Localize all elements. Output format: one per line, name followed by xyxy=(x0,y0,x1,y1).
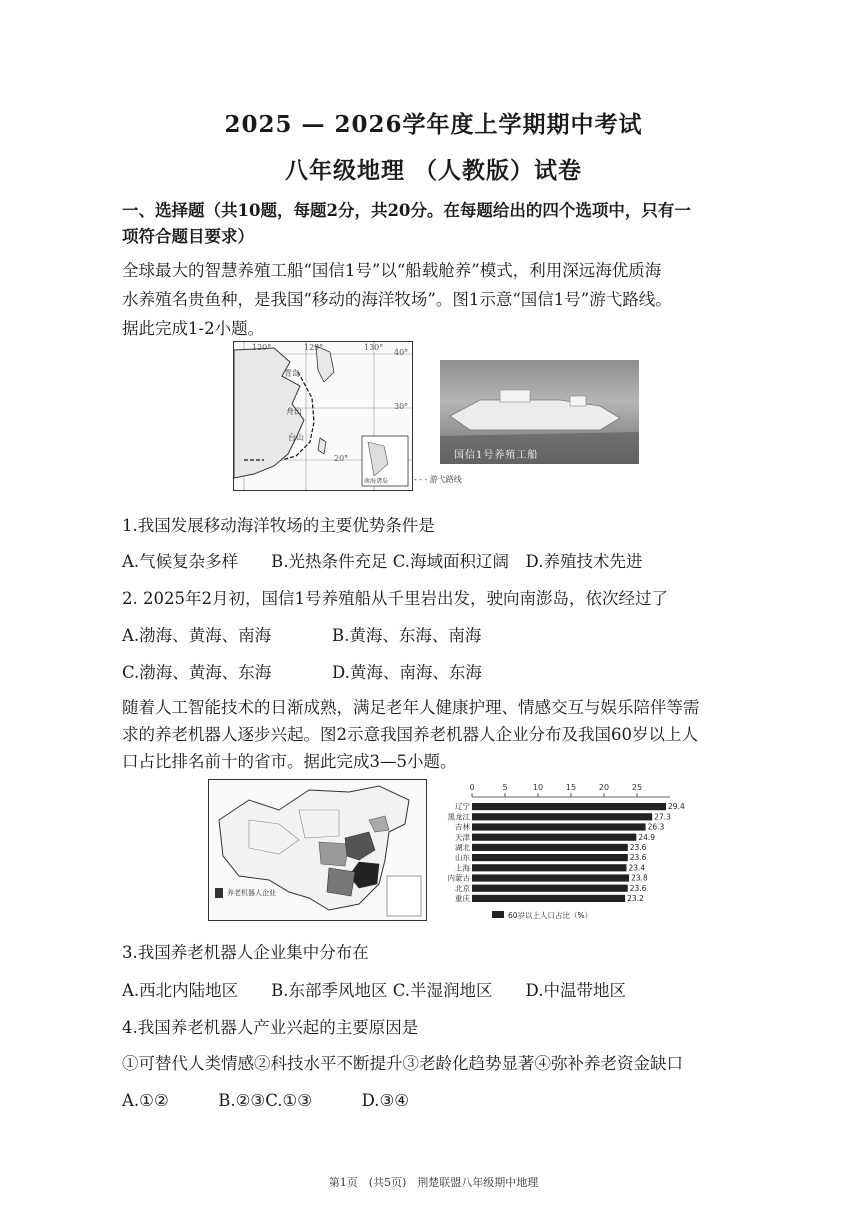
lon-label-1: 120° xyxy=(252,343,272,352)
q2-option-d: D.黄海、南海、东海 xyxy=(332,663,482,682)
x-tick-label: 15 xyxy=(565,783,577,792)
lat-label-2: 30° xyxy=(394,402,409,411)
map-label-nanhai: 南海诸岛 xyxy=(364,478,389,485)
value-label: 23.8 xyxy=(631,873,648,883)
category-label: 吉林 xyxy=(455,822,470,832)
category-label: 上海 xyxy=(455,863,470,873)
value-label: 26.3 xyxy=(647,822,665,832)
value-label: 23.6 xyxy=(629,883,647,893)
legend-swatch xyxy=(492,911,504,918)
section-heading-line1: 一、选择题（共10题，每题2分，共20分。在每题给出的四个选项中，只有一 xyxy=(122,201,691,220)
bar xyxy=(472,864,626,871)
page-footer: 第1页 (共5页) 荆楚联盟八年级期中地理 xyxy=(328,1176,539,1189)
q1-options: A.气候复杂多样 B.光热条件充足 C.海域面积辽阔 D.养殖技术先进 xyxy=(122,552,643,571)
category-label: 黑龙江 xyxy=(447,812,470,822)
category-label: 北京 xyxy=(455,883,470,893)
photo-caption: 国信1号养殖工船 xyxy=(454,450,539,461)
category-label: 内蒙古 xyxy=(447,873,470,883)
lat-label-1: 40° xyxy=(394,348,409,357)
section-heading-line2: 项符合题目要求） xyxy=(122,227,254,246)
map-label-zhoushan: 舟山 xyxy=(286,407,302,416)
q2-option-a: A.渤海、黄海、南海 xyxy=(122,626,272,645)
q4-choices: ①可替代人类情感②科技水平不断提升③老龄化趋势显著④弥补养老资金缺口 xyxy=(122,1054,683,1073)
category-label: 湖北 xyxy=(455,843,470,852)
passage1-line3: 据此完成1-2小题。 xyxy=(122,319,265,338)
passage2-line1: 随着人工智能技术的日渐成熟，满足老年人健康护理、情感交互与娱乐陪伴等需 xyxy=(122,698,700,717)
exam-subtitle: 八年级地理 （人教版）试卷 xyxy=(284,157,582,184)
route-map-graphic xyxy=(234,342,412,490)
q2-options-row2 xyxy=(122,659,482,683)
category-label: 山东 xyxy=(455,853,470,863)
figure2-china-map xyxy=(208,779,427,921)
lon-label-2: 129° xyxy=(304,343,324,352)
china-map-graphic xyxy=(209,780,426,920)
map-label-qingdao: 青岛 xyxy=(284,369,300,378)
bar xyxy=(472,823,646,830)
map-legend-label: 养老机器人企业 xyxy=(227,889,276,897)
q1-stem: 1.我国发展移动海洋牧场的主要优势条件是 xyxy=(122,516,435,535)
bar-chart-svg xyxy=(430,781,685,921)
q2-option-c: C.渤海、黄海、东海 xyxy=(122,663,272,682)
lon-label-3: 130° xyxy=(364,343,384,352)
x-tick-label: 25 xyxy=(631,783,643,792)
x-tick-label: 10 xyxy=(532,783,544,792)
q3-options: A.西北内陆地区 B.东部季风地区 C.半湿润地区 D.中温带地区 xyxy=(122,981,626,1000)
category-label: 重庆 xyxy=(455,894,470,903)
legend-label: 60岁以上人口占比（%） xyxy=(508,911,593,920)
value-label: 27.3 xyxy=(654,812,671,822)
value-label: 23.4 xyxy=(628,863,646,873)
q4-options: A.①② B.②③C.①③ D.③④ xyxy=(122,1091,410,1110)
figure1-route-map xyxy=(233,341,413,491)
value-label: 24.9 xyxy=(638,832,656,842)
figure1-ship-photo xyxy=(440,360,639,464)
x-tick-label: 20 xyxy=(598,783,610,792)
bar xyxy=(472,885,628,892)
value-label: 29.4 xyxy=(668,802,685,812)
q2-options-row1 xyxy=(122,622,481,646)
passage1-line2: 水养殖名贵鱼种，是我国“移动的海洋牧场”。图1示意“国信1号”游弋路线。 xyxy=(122,290,672,309)
figure1-legend xyxy=(414,474,462,485)
bar xyxy=(472,844,628,851)
q2-stem: 2. 2025年2月初，国信1号养殖船从千里岩出发，驶向南澎岛，依次经过了 xyxy=(122,589,668,608)
value-label: 23.6 xyxy=(629,853,647,863)
q2-option-b: B.黄海、东海、南海 xyxy=(332,626,482,645)
lat-label-3: 20° xyxy=(334,454,349,463)
value-label: 23.2 xyxy=(627,894,644,903)
q3-stem: 3.我国养老机器人企业集中分布在 xyxy=(122,943,369,962)
passage2-line2: 求的养老机器人逐步兴起。图2示意我国养老机器人企业分布及我国60岁以上人 xyxy=(122,725,698,744)
passage2-line3: 口占比排名前十的省市。据此完成3—5小题。 xyxy=(122,752,457,771)
bar xyxy=(472,874,629,881)
category-label: 辽宁 xyxy=(455,802,470,812)
bar xyxy=(472,834,636,841)
map-label-taishan: 台山 xyxy=(288,433,304,442)
bar xyxy=(472,803,666,810)
exam-title: 2025 — 2026学年度上学期期中考试 xyxy=(224,111,643,138)
category-label: 天津 xyxy=(455,832,470,842)
x-tick-label: 0 xyxy=(469,783,475,792)
x-tick-label: 5 xyxy=(502,783,508,792)
q4-stem: 4.我国养老机器人产业兴起的主要原因是 xyxy=(122,1018,419,1037)
bar xyxy=(472,813,652,820)
bar xyxy=(472,895,625,902)
route-legend-label: 游弋路线 xyxy=(429,475,462,484)
figure2-bar-chart xyxy=(430,781,685,921)
value-label: 23.6 xyxy=(629,843,647,852)
passage1-line1: 全球最大的智慧养殖工船“国信1号”以“船载舱养”模式，利用深远海优质海 xyxy=(122,261,662,280)
route-legend-icon: - - - xyxy=(414,475,428,484)
bar xyxy=(472,854,628,861)
